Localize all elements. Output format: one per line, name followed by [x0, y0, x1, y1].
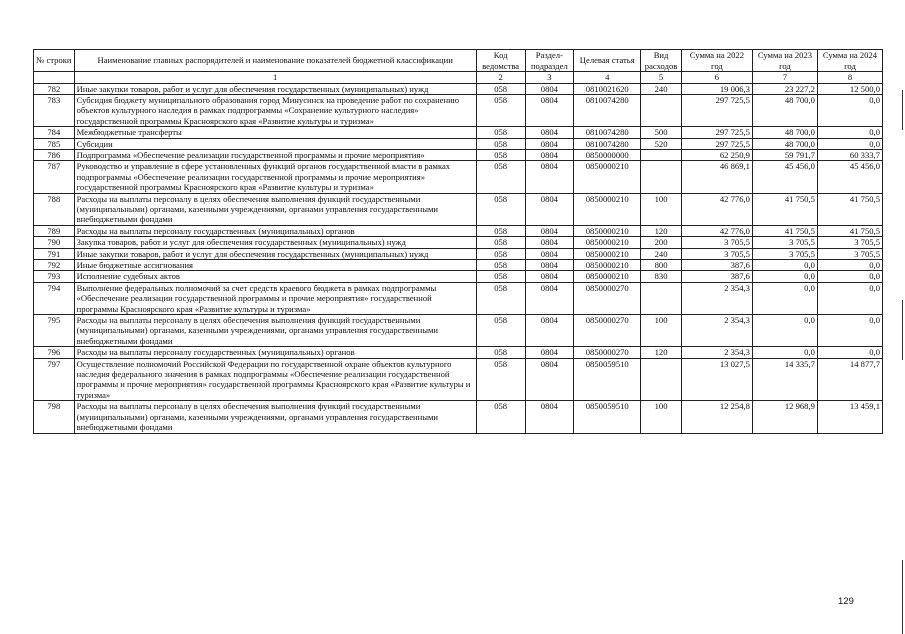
row-department-code: 058	[476, 149, 525, 160]
row-name: Субсидия бюджету муниципального образования город Минусинск на проведение работ по сохранению объектов культурного наследия в рамках подпрограммы «Сохранение культурного наследия» государственной программы Красноярского края «Развитие культуры и туризма»	[74, 94, 476, 126]
row-name: Иные закупки товаров, работ и услуг для обеспечения государственных (муниципальных) нужд	[74, 248, 476, 259]
row-department-code: 058	[476, 83, 525, 94]
scan-edge-mark	[902, 560, 903, 634]
column-index: 4	[574, 72, 641, 84]
budget-table	[33, 49, 883, 434]
header-sum-2024: Сумма на 2024 год	[817, 50, 882, 72]
row-section: 0804	[525, 271, 574, 282]
row-name: Подпрограмма «Обеспечение реализации государственной программы и прочие мероприятия»	[74, 149, 476, 160]
row-expense-type	[641, 149, 682, 160]
row-sum-2024: 14 877,7	[817, 358, 882, 401]
row-department-code: 058	[476, 225, 525, 236]
row-expense-type: 100	[641, 401, 682, 433]
table-row	[34, 127, 883, 138]
row-sum-2023: 41 750,5	[752, 193, 817, 225]
row-number: 798	[34, 401, 75, 433]
column-index: 6	[681, 72, 752, 84]
row-section: 0804	[525, 260, 574, 271]
row-expense-type	[641, 358, 682, 401]
row-sum-2023: 3 705,5	[752, 248, 817, 259]
header-kind: Вид расходов	[641, 50, 682, 72]
page-number: 129	[838, 596, 854, 607]
row-target-article: 0810074280	[574, 127, 641, 138]
header-num: № строки	[34, 50, 75, 72]
row-department-code: 058	[476, 127, 525, 138]
row-number: 796	[34, 347, 75, 358]
row-target-article: 0850000210	[574, 271, 641, 282]
header-sum-2022: Сумма на 2022 год	[681, 50, 752, 72]
row-sum-2024: 0,0	[817, 282, 882, 314]
row-number: 788	[34, 193, 75, 225]
table-row	[34, 358, 883, 401]
column-index: 8	[817, 72, 882, 84]
row-department-code: 058	[476, 248, 525, 259]
row-sum-2022: 3 705,5	[681, 248, 752, 259]
row-name: Исполнение судебных актов	[74, 271, 476, 282]
row-sum-2023: 23 227,2	[752, 83, 817, 94]
row-expense-type: 200	[641, 237, 682, 248]
row-department-code: 058	[476, 282, 525, 314]
row-sum-2022: 3 705,5	[681, 237, 752, 248]
row-number: 785	[34, 138, 75, 149]
row-number: 791	[34, 248, 75, 259]
row-name: Осуществление полномочий Российской Федерации по государственной охране объектов культурного наследия федерального значения в рамках подпрограммы «Обеспечение реализации государственной программы и прочие мероприятия» государственной программы Красноярского края «Развитие культуры и туризма»	[74, 358, 476, 401]
row-target-article: 0850000270	[574, 347, 641, 358]
row-target-article: 0850059510	[574, 401, 641, 433]
row-expense-type: 240	[641, 83, 682, 94]
row-section: 0804	[525, 282, 574, 314]
row-sum-2022: 19 006,3	[681, 83, 752, 94]
table-row	[34, 161, 883, 193]
row-department-code: 058	[476, 94, 525, 126]
row-name: Межбюджетные трансферты	[74, 127, 476, 138]
row-department-code: 058	[476, 315, 525, 347]
row-number: 797	[34, 358, 75, 401]
header-name: Наименование главных распорядителей и наименование показателей бюджетной классификации	[74, 50, 476, 72]
row-sum-2024: 41 750,5	[817, 193, 882, 225]
row-sum-2022: 42 776,0	[681, 225, 752, 236]
row-sum-2023: 59 791,7	[752, 149, 817, 160]
row-name: Иные закупки товаров, работ и услуг для обеспечения государственных (муниципальных) нужд	[74, 83, 476, 94]
header-article: Целевая статья	[574, 50, 641, 72]
row-expense-type	[641, 161, 682, 193]
header-section: Раздел-подраздел	[525, 50, 574, 72]
row-section: 0804	[525, 127, 574, 138]
row-sum-2023: 12 968,9	[752, 401, 817, 433]
table-row	[34, 237, 883, 248]
table-row	[34, 315, 883, 347]
column-index: 3	[525, 72, 574, 84]
row-section: 0804	[525, 401, 574, 433]
row-target-article: 0850000210	[574, 248, 641, 259]
row-sum-2023: 48 700,0	[752, 94, 817, 126]
row-number: 793	[34, 271, 75, 282]
row-sum-2023: 3 705,5	[752, 237, 817, 248]
row-sum-2023: 0,0	[752, 282, 817, 314]
row-target-article: 0850000270	[574, 315, 641, 347]
row-target-article: 0850000000	[574, 149, 641, 160]
row-number: 789	[34, 225, 75, 236]
row-sum-2024: 12 500,0	[817, 83, 882, 94]
row-sum-2024: 3 705,5	[817, 237, 882, 248]
scan-edge-mark	[902, 90, 903, 130]
row-sum-2023: 48 700,0	[752, 127, 817, 138]
row-target-article: 0850000210	[574, 260, 641, 271]
row-department-code: 058	[476, 401, 525, 433]
row-sum-2024: 45 456,0	[817, 161, 882, 193]
row-number: 792	[34, 260, 75, 271]
column-index: 2	[476, 72, 525, 84]
row-sum-2024: 0,0	[817, 260, 882, 271]
row-sum-2022: 2 354,3	[681, 347, 752, 358]
row-section: 0804	[525, 94, 574, 126]
row-sum-2024: 0,0	[817, 127, 882, 138]
row-name: Расходы на выплаты персоналу в целях обеспечения выполнения функций государственными (муниципальными) органами, казенными учреждениями, органами управления государственными внебюджетными фондами	[74, 401, 476, 433]
row-expense-type: 100	[641, 193, 682, 225]
row-sum-2024: 3 705,5	[817, 248, 882, 259]
table-row	[34, 282, 883, 314]
row-target-article: 0810021620	[574, 83, 641, 94]
column-index: 7	[752, 72, 817, 84]
row-section: 0804	[525, 161, 574, 193]
row-name: Расходы на выплаты персоналу в целях обеспечения выполнения функций государственными (муниципальными) органами, казенными учреждениями, органами управления государственными внебюджетными фондами	[74, 315, 476, 347]
row-section: 0804	[525, 347, 574, 358]
header-row	[34, 50, 883, 72]
row-expense-type: 100	[641, 315, 682, 347]
row-number: 786	[34, 149, 75, 160]
row-expense-type	[641, 282, 682, 314]
row-number: 783	[34, 94, 75, 126]
row-sum-2022: 297 725,5	[681, 138, 752, 149]
table-row	[34, 193, 883, 225]
row-name: Иные бюджетные ассигнования	[74, 260, 476, 271]
row-sum-2023: 0,0	[752, 347, 817, 358]
column-index: 5	[641, 72, 682, 84]
row-number: 784	[34, 127, 75, 138]
row-sum-2022: 13 027,5	[681, 358, 752, 401]
row-sum-2024: 0,0	[817, 315, 882, 347]
row-expense-type: 520	[641, 138, 682, 149]
row-target-article: 0850000210	[574, 161, 641, 193]
row-department-code: 058	[476, 271, 525, 282]
row-department-code: 058	[476, 193, 525, 225]
table-row	[34, 347, 883, 358]
row-name: Расходы на выплаты персоналу государственных (муниципальных) органов	[74, 347, 476, 358]
row-sum-2022: 297 725,5	[681, 127, 752, 138]
header-code: Код ведомства	[476, 50, 525, 72]
row-expense-type: 120	[641, 225, 682, 236]
row-department-code: 058	[476, 161, 525, 193]
row-department-code: 058	[476, 260, 525, 271]
table-row	[34, 138, 883, 149]
row-sum-2023: 0,0	[752, 315, 817, 347]
row-department-code: 058	[476, 138, 525, 149]
row-sum-2023: 14 335,7	[752, 358, 817, 401]
row-expense-type: 120	[641, 347, 682, 358]
row-number: 787	[34, 161, 75, 193]
row-section: 0804	[525, 193, 574, 225]
row-target-article: 0850000210	[574, 237, 641, 248]
row-department-code: 058	[476, 358, 525, 401]
row-target-article: 0810074280	[574, 94, 641, 126]
row-section: 0804	[525, 83, 574, 94]
row-target-article: 0850000210	[574, 225, 641, 236]
row-sum-2024: 13 459,1	[817, 401, 882, 433]
scan-edge-mark	[902, 300, 903, 360]
table-body	[34, 83, 883, 433]
row-sum-2024: 0,0	[817, 347, 882, 358]
row-number: 794	[34, 282, 75, 314]
row-expense-type: 830	[641, 271, 682, 282]
row-sum-2024: 41 750,5	[817, 225, 882, 236]
table-row	[34, 83, 883, 94]
row-section: 0804	[525, 248, 574, 259]
row-number: 782	[34, 83, 75, 94]
table-row	[34, 248, 883, 259]
row-sum-2022: 2 354,3	[681, 315, 752, 347]
row-expense-type: 500	[641, 127, 682, 138]
row-section: 0804	[525, 358, 574, 401]
row-number: 795	[34, 315, 75, 347]
row-section: 0804	[525, 225, 574, 236]
row-sum-2024: 0,0	[817, 138, 882, 149]
row-sum-2023: 45 456,0	[752, 161, 817, 193]
row-name: Руководство и управление в сфере установленных функций органов государственной власти в рамках подпрограммы «Обеспечение реализации государственной программы и прочие мероприятия» государственной программы Красноярского края «Развитие культуры и туризма»	[74, 161, 476, 193]
row-target-article: 0850059510	[574, 358, 641, 401]
row-department-code: 058	[476, 347, 525, 358]
table-row	[34, 271, 883, 282]
row-sum-2023: 41 750,5	[752, 225, 817, 236]
row-target-article: 0850000210	[574, 193, 641, 225]
row-section: 0804	[525, 237, 574, 248]
row-section: 0804	[525, 315, 574, 347]
row-sum-2022: 46 869,1	[681, 161, 752, 193]
table-row	[34, 260, 883, 271]
column-index	[34, 72, 75, 84]
row-name: Расходы на выплаты персоналу в целях обеспечения выполнения функций государственными (муниципальными) органами, казенными учреждениями, органами управления государственными внебюджетными фондами	[74, 193, 476, 225]
row-name: Расходы на выплаты персоналу государственных (муниципальных) органов	[74, 225, 476, 236]
row-target-article: 0810074280	[574, 138, 641, 149]
table-row	[34, 94, 883, 126]
row-expense-type	[641, 94, 682, 126]
row-sum-2024: 0,0	[817, 271, 882, 282]
row-expense-type: 800	[641, 260, 682, 271]
row-target-article: 0850000270	[574, 282, 641, 314]
column-index: 1	[74, 72, 476, 84]
column-index-row	[34, 72, 883, 84]
row-number: 790	[34, 237, 75, 248]
row-sum-2023: 0,0	[752, 271, 817, 282]
header-sum-2023: Сумма на 2023 год	[752, 50, 817, 72]
row-name: Закупка товаров, работ и услуг для обеспечения государственных (муниципальных) нужд	[74, 237, 476, 248]
row-name: Субсидии	[74, 138, 476, 149]
row-sum-2024: 60 333,7	[817, 149, 882, 160]
table-row	[34, 401, 883, 433]
row-sum-2023: 0,0	[752, 260, 817, 271]
row-sum-2022: 12 254,8	[681, 401, 752, 433]
row-expense-type: 240	[641, 248, 682, 259]
table-row	[34, 225, 883, 236]
row-sum-2024: 0,0	[817, 94, 882, 126]
table-row	[34, 149, 883, 160]
row-sum-2022: 297 725,5	[681, 94, 752, 126]
row-section: 0804	[525, 138, 574, 149]
row-sum-2022: 2 354,3	[681, 282, 752, 314]
row-section: 0804	[525, 149, 574, 160]
row-sum-2022: 387,6	[681, 260, 752, 271]
row-sum-2022: 387,6	[681, 271, 752, 282]
row-name: Выполнение федеральных полномочий за счет средств краевого бюджета в рамках подпрограммы «Обеспечение реализации государственной программы и прочие мероприятия» государственной программы Красноярского края «Развитие культуры и туризма»	[74, 282, 476, 314]
row-department-code: 058	[476, 237, 525, 248]
row-sum-2022: 62 250,9	[681, 149, 752, 160]
row-sum-2023: 48 700,0	[752, 138, 817, 149]
row-sum-2022: 42 776,0	[681, 193, 752, 225]
